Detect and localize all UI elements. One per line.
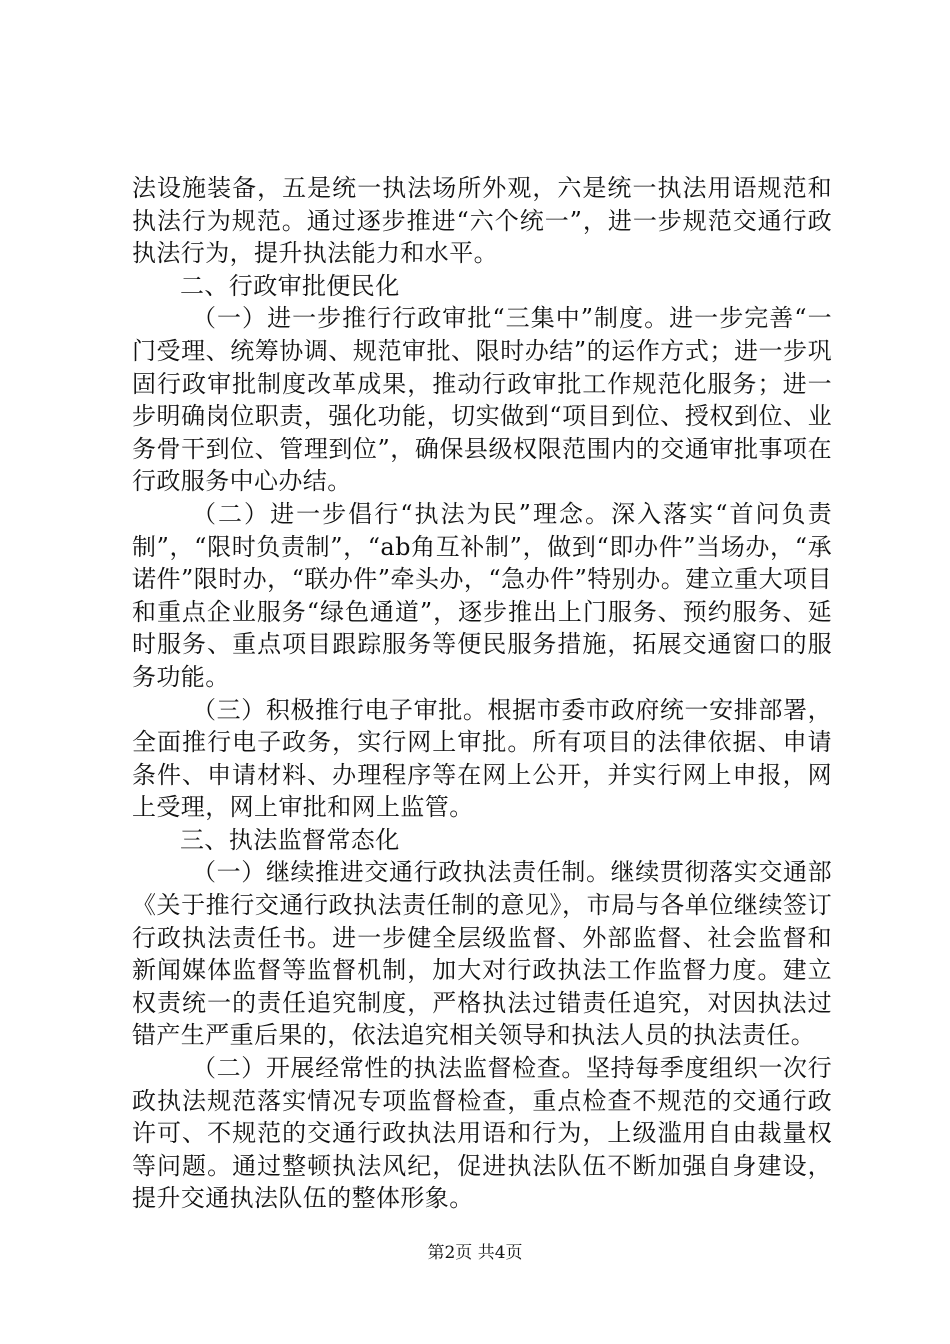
- page-number-footer: 第2页 共4页: [427, 1243, 523, 1263]
- paragraph-2-1: （一）进一步推行行政审批“三集中”制度。进一步完善“一门受理、统筹协调、规范审批、限时办结”的运作方式；进一步巩固行政审批制度改革成果，推动行政审批工作规范化服务；进一步明确岗位职责，强化功能，切实做到“项目到位、授权到位、业务骨干到位、管理到位”，确保县级权限范围内的交通审批事项在行政服务中心办结。: [132, 304, 832, 496]
- document-body: [132, 172, 832, 1215]
- paragraph-2-2: （二）进一步倡行“执法为民”理念。深入落实“首问负责制”，“限时负责制”，“ab角互补制”，做到“即办件”当场办，“承诺件”限时办，“联办件”牵头办，“急办件”特别办。建立重大项目和重点企业服务“绿色通道”，逐步推出上门服务、预约服务、延时服务、重点项目跟踪服务等便民服务措施，拓展交通窗口的服务功能。: [132, 499, 832, 691]
- paragraph-continued: 法设施装备，五是统一执法场所外观，六是统一执法用语规范和执法行为规范。通过逐步推进“六个统一”，进一步规范交通行政执法行为，提升执法能力和水平。: [132, 174, 832, 268]
- section-heading-3: 三、执法监督常态化: [180, 825, 400, 854]
- paragraph-3-2: （二）开展经常性的执法监督检查。坚持每季度组织一次行政执法规范落实情况专项监督检查，重点检查不规范的交通行政许可、不规范的交通行政执法用语和行为，上级滥用自由裁量权等问题。通过整顿执法风纪，促进执法队伍不断加强自身建设，提升交通执法队伍的整体形象。: [132, 1054, 832, 1213]
- section-heading-2: 二、行政审批便民化: [180, 271, 400, 300]
- paragraph-2-3: （三）积极推行电子审批。根据市委市政府统一安排部署，全面推行电子政务，实行网上审批。所有项目的法律依据、申请条件、申请材料、办理程序等在网上公开，并实行网上申报，网上受理，网上审批和网上监管。: [132, 695, 832, 822]
- paragraph-3-1: （一）继续推进交通行政执法责任制。继续贯彻落实交通部《关于推行交通行政执法责任制的意见》，市局与各单位继续签订行政执法责任书。进一步健全层级监督、外部监督、社会监督和新闻媒体监督等监督机制，加大对行政执法工作监督力度。建立权责统一的责任追究制度，严格执法过错责任追究，对因执法过错产生严重后果的，依法追究相关领导和执法人员的执法责任。: [132, 858, 832, 1050]
